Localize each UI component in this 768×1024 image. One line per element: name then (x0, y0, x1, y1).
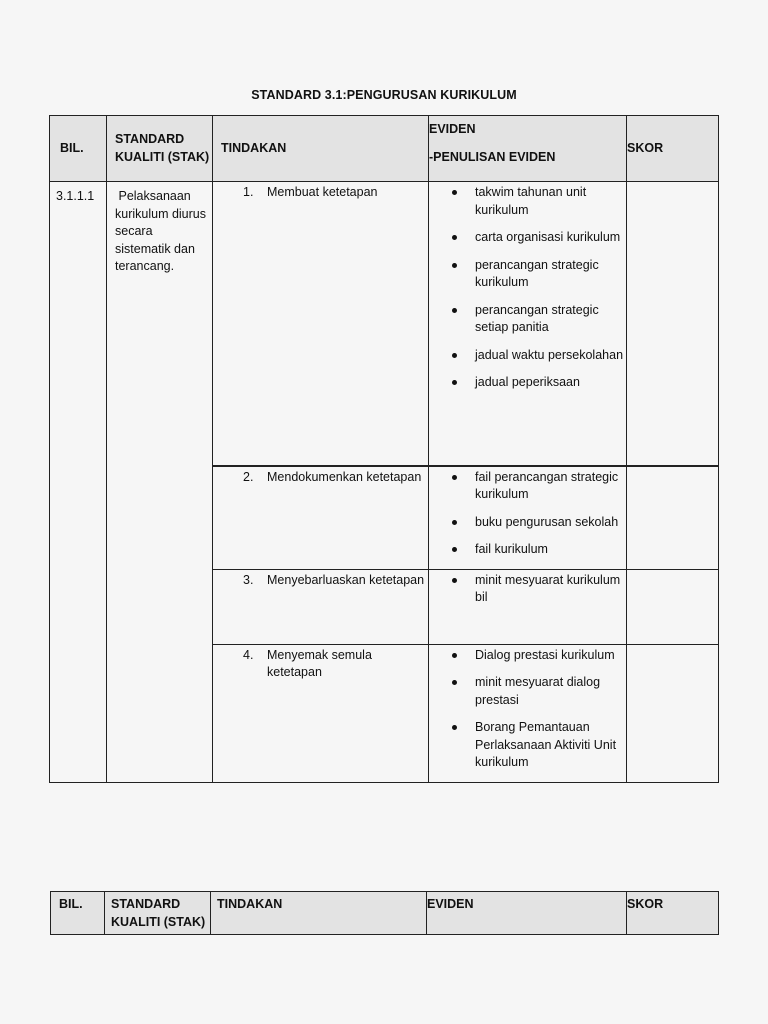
table-header-row (51, 892, 719, 935)
eviden-item: takwim tahunan unit kurikulum (429, 184, 626, 219)
eviden-item: carta organisasi kurikulum (429, 229, 626, 247)
skor-cell (627, 569, 719, 644)
header-bil: BIL. (51, 892, 105, 935)
standard-table (49, 115, 719, 783)
header-standard: STANDARD KUALITI (STAK) (105, 892, 211, 935)
header-eviden-label: EVIDEN (429, 122, 476, 136)
eviden-item: fail perancangan strategic kurikulum (429, 469, 626, 504)
header-eviden: EVIDEN (427, 892, 627, 935)
eviden-item: Borang Pemantauan Perlaksanaan Aktiviti Unit kurikulum (429, 719, 626, 772)
eviden-item: jadual waktu persekolahan (429, 347, 626, 365)
eviden-item: perancangan strategic kurikulum (429, 257, 626, 292)
eviden-item: minit mesyuarat dialog prestasi (429, 674, 626, 709)
header-eviden-sub: -PENULISAN EVIDEN (429, 149, 556, 164)
eviden-cell (429, 182, 627, 466)
header-tindakan: TINDAKAN (211, 892, 427, 935)
eviden-item: perancangan strategic setiap panitia (429, 302, 626, 337)
skor-cell (627, 644, 719, 782)
header-skor: SKOR (627, 116, 719, 182)
eviden-item: jadual peperiksaan (429, 374, 626, 392)
tindakan-number: 2. (243, 469, 254, 484)
tindakan-text: Mendokumenkan ketetapan (267, 469, 422, 484)
tindakan-text: Menyemak semula ketetapan (267, 647, 372, 679)
tindakan-cell (213, 466, 429, 570)
eviden-list (429, 469, 626, 559)
eviden-cell (429, 569, 627, 644)
header-standard: STANDARD KUALITI (STAK) (107, 116, 213, 182)
eviden-list (429, 647, 626, 772)
tindakan-text: Menyebarluaskan ketetapan (267, 572, 425, 587)
standard-cell: Pelaksanaan kurikulum diurus secara sistematik dan terancang. (107, 182, 213, 783)
bil-cell: 3.1.1.1 (50, 182, 107, 783)
tindakan-cell (213, 182, 429, 466)
header-skor: SKOR (627, 892, 719, 935)
eviden-list (429, 572, 626, 607)
eviden-item: buku pengurusan sekolah (429, 514, 626, 532)
eviden-item: fail kurikulum (429, 541, 626, 559)
table-header-row (50, 116, 719, 182)
tindakan-text: Membuat ketetapan (267, 185, 378, 199)
standard-table-2 (50, 891, 719, 935)
tindakan-number: 3. (243, 572, 254, 587)
eviden-item: minit mesyuarat kurikulum bil (429, 572, 626, 607)
tindakan-cell (213, 644, 429, 782)
page-title: STANDARD 3.1:PENGURUSAN KURIKULUM (251, 88, 517, 102)
tindakan-cell (213, 569, 429, 644)
tindakan-number: 1. (243, 185, 254, 199)
table-row (50, 182, 719, 466)
tindakan-number: 4. (243, 647, 254, 662)
header-eviden (429, 116, 627, 182)
header-tindakan: TINDAKAN (213, 116, 429, 182)
header-bil: BIL. (50, 116, 107, 182)
eviden-list (429, 184, 626, 392)
eviden-item: Dialog prestasi kurikulum (429, 647, 626, 665)
eviden-cell (429, 466, 627, 570)
skor-cell (627, 466, 719, 570)
skor-cell (627, 182, 719, 466)
eviden-cell (429, 644, 627, 782)
